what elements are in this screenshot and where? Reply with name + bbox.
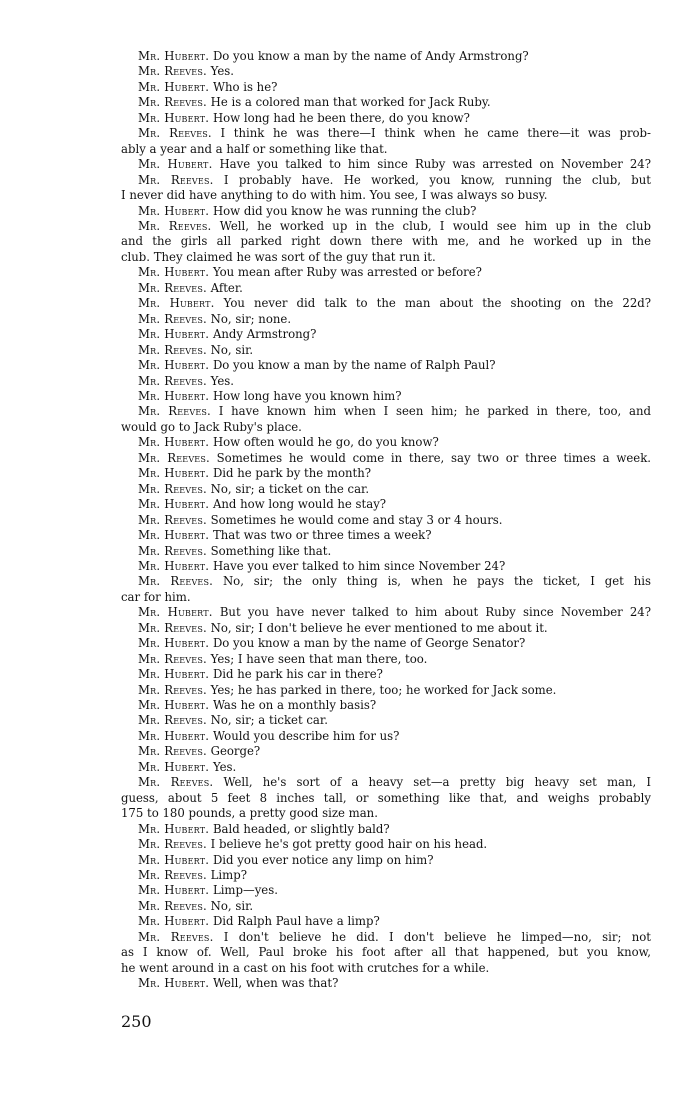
line-text: Do you know a man by the name of Ralph Paul? xyxy=(212,358,496,373)
transcript-line xyxy=(121,544,651,559)
line-text: That was two or three times a week? xyxy=(212,528,432,543)
line-text: He is a colored man that worked for Jack Ruby. xyxy=(210,95,491,110)
line-text: Did Ralph Paul have a limp? xyxy=(212,914,380,929)
line-text: No, sir; I don't believe he ever mentioned to me about it. xyxy=(210,620,548,635)
speaker-name: Mr. Hubert. xyxy=(138,466,210,481)
speaker-name: Mr. Hubert. xyxy=(138,976,210,991)
speaker-name: Mr. Hubert. xyxy=(138,852,210,867)
speaker-name: Mr. Hubert. xyxy=(138,327,210,342)
line-text: Well, he's sort of a heavy set—a pretty big heavy set man, I xyxy=(223,775,652,790)
transcript-line xyxy=(121,142,651,157)
transcript-line xyxy=(121,822,651,837)
speaker-name: Mr. Reeves. xyxy=(138,868,207,883)
line-text: Would you describe him for us? xyxy=(212,728,400,743)
speaker-name: Mr. Reeves. xyxy=(138,543,207,558)
line-text: I never did have anything to do with him. You see, I was always so busy. xyxy=(121,188,548,203)
line-text: Yes; he has parked in there, too; he worked for Jack some. xyxy=(210,682,557,697)
line-text: Have you ever talked to him since November 24? xyxy=(212,558,506,573)
line-text: Bald headed, or slightly bald? xyxy=(212,821,390,836)
line-text: Have you talked to him since Ruby was arrested on November 24? xyxy=(219,157,651,172)
line-text: After. xyxy=(210,280,243,295)
transcript-line xyxy=(121,605,651,620)
transcript-line xyxy=(121,961,651,976)
transcript-line xyxy=(121,482,651,497)
speaker-name: Mr. Hubert. xyxy=(138,528,210,543)
transcript-line xyxy=(121,945,651,960)
line-text: No, sir. xyxy=(210,342,254,357)
line-text: he went around in a cast on his foot with crutches for a while. xyxy=(121,960,490,975)
transcript-line xyxy=(121,80,651,95)
speaker-name: Mr. Reeves. xyxy=(138,775,214,790)
line-text: No, sir; a ticket car. xyxy=(210,713,328,728)
speaker-name: Mr. Hubert. xyxy=(138,667,210,682)
speaker-name: Mr. Reeves. xyxy=(138,929,214,944)
transcript-line xyxy=(121,713,651,728)
transcript-line xyxy=(121,791,651,806)
speaker-name: Mr. Reeves. xyxy=(138,620,207,635)
line-text: 175 to 180 pounds, a pretty good size man. xyxy=(121,806,378,821)
transcript-line xyxy=(121,157,651,172)
transcript-line xyxy=(121,173,651,188)
line-text: No, sir; the only thing is, when he pays the ticket, I get his xyxy=(222,574,651,589)
transcript-line xyxy=(121,327,651,342)
speaker-name: Mr. Hubert. xyxy=(138,605,213,620)
line-text: And how long would he stay? xyxy=(212,497,387,512)
transcript-line xyxy=(121,250,651,265)
transcript-line xyxy=(121,513,651,528)
line-text: guess, about 5 feet 8 inches tall, or something like that, and weighs probably xyxy=(121,790,651,805)
line-text: You mean after Ruby was arrested or before? xyxy=(212,265,482,280)
speaker-name: Mr. Reeves. xyxy=(138,404,211,419)
speaker-name: Mr. Hubert. xyxy=(138,759,210,774)
line-text: I think he was there—I think when he came there—it was prob- xyxy=(220,126,651,141)
speaker-name: Mr. Hubert. xyxy=(138,388,210,403)
line-text: Yes. xyxy=(210,64,234,79)
transcript-line xyxy=(121,930,651,945)
line-text: Did he park his car in there? xyxy=(212,667,383,682)
line-text: Well, when was that? xyxy=(212,976,339,991)
speaker-name: Mr. Reeves. xyxy=(138,95,207,110)
speaker-name: Mr. Reeves. xyxy=(138,280,207,295)
speaker-name: Mr. Hubert. xyxy=(138,110,210,125)
line-text: Do you know a man by the name of George Senator? xyxy=(212,636,526,651)
line-text: club. They claimed he was sort of the guy that run it. xyxy=(121,249,436,264)
speaker-name: Mr. Hubert. xyxy=(138,358,210,373)
transcript-line xyxy=(121,95,651,110)
transcript-line xyxy=(121,374,651,389)
speaker-name: Mr. Hubert. xyxy=(138,558,210,573)
line-text: I don't believe he did. I don't believe he limped—no, sir; not xyxy=(223,929,651,944)
line-text: Did you ever notice any limp on him? xyxy=(212,852,434,867)
line-text: No, sir; a ticket on the car. xyxy=(210,481,370,496)
transcript-line xyxy=(121,404,651,419)
line-text: You never did talk to the man about the shooting on the 22d? xyxy=(223,296,651,311)
transcript-line xyxy=(121,775,651,790)
transcript-line xyxy=(121,111,651,126)
speaker-name: Mr. Hubert. xyxy=(138,157,213,172)
speaker-name: Mr. Hubert. xyxy=(138,821,210,836)
line-text: Who is he? xyxy=(212,79,278,94)
line-text: I probably have. He worked, you know, running the club, but xyxy=(223,172,651,187)
line-text: Yes. xyxy=(210,373,234,388)
transcript-line xyxy=(121,343,651,358)
speaker-name: Mr. Reeves. xyxy=(138,512,207,527)
transcript-line xyxy=(121,914,651,929)
line-text: Limp? xyxy=(210,868,247,883)
speaker-name: Mr. Reeves. xyxy=(138,574,214,589)
line-text: Sometimes he would come and stay 3 or 4 hours. xyxy=(210,512,503,527)
transcript-line xyxy=(121,729,651,744)
line-text: How often would he go, do you know? xyxy=(212,435,439,450)
line-text: Andy Armstrong? xyxy=(212,327,317,342)
transcript-line xyxy=(121,683,651,698)
line-text: I believe he's got pretty good hair on his head. xyxy=(210,837,488,852)
speaker-name: Mr. Hubert. xyxy=(138,914,210,929)
speaker-name: Mr. Hubert. xyxy=(138,265,210,280)
transcript-line xyxy=(121,528,651,543)
transcript-line xyxy=(121,868,651,883)
transcript-line xyxy=(121,358,651,373)
page-number: 250 xyxy=(121,1012,152,1031)
line-text: No, sir. xyxy=(210,898,254,913)
speaker-name: Mr. Hubert. xyxy=(138,49,210,63)
line-text: as I know of. Well, Paul broke his foot after all that happened, but you know, xyxy=(121,945,651,960)
transcript-line xyxy=(121,281,651,296)
transcript-line xyxy=(121,435,651,450)
speaker-name: Mr. Reeves. xyxy=(138,172,214,187)
line-text: Sometimes he would come in there, say two or three times a week. xyxy=(216,450,651,465)
transcript-line xyxy=(121,698,651,713)
transcript-line xyxy=(121,219,651,234)
transcript-line xyxy=(121,64,651,79)
transcript-line xyxy=(121,49,651,64)
transcript-line xyxy=(121,296,651,311)
speaker-name: Mr. Hubert. xyxy=(138,636,210,651)
speaker-name: Mr. Hubert. xyxy=(138,497,210,512)
speaker-name: Mr. Reeves. xyxy=(138,126,212,141)
speaker-name: Mr. Reeves. xyxy=(138,744,207,759)
transcript-line xyxy=(121,837,651,852)
transcript-line xyxy=(121,760,651,775)
speaker-name: Mr. Reeves. xyxy=(138,481,207,496)
transcript-line xyxy=(121,389,651,404)
transcript-line xyxy=(121,976,651,991)
transcript-line xyxy=(121,188,651,203)
transcript-line xyxy=(121,126,651,141)
line-text: No, sir; none. xyxy=(210,311,292,326)
line-text: Limp—yes. xyxy=(212,883,278,898)
speaker-name: Mr. Reeves. xyxy=(138,898,207,913)
speaker-name: Mr. Reeves. xyxy=(138,218,212,233)
line-text: Something like that. xyxy=(210,543,332,558)
speaker-name: Mr. Hubert. xyxy=(138,883,210,898)
transcript-line xyxy=(121,636,651,651)
speaker-name: Mr. Reeves. xyxy=(138,837,207,852)
transcript-line xyxy=(121,312,651,327)
transcript-line xyxy=(121,234,651,249)
transcript-line xyxy=(121,652,651,667)
speaker-name: Mr. Hubert. xyxy=(138,728,210,743)
transcript-line xyxy=(121,590,651,605)
transcript-line xyxy=(121,265,651,280)
transcript-line xyxy=(121,899,651,914)
speaker-name: Mr. Reeves. xyxy=(138,450,210,465)
speaker-name: Mr. Hubert. xyxy=(138,79,210,94)
speaker-name: Mr. Hubert. xyxy=(138,435,210,450)
line-text: car for him. xyxy=(121,589,191,604)
line-text: Do you know a man by the name of Andy Armstrong? xyxy=(212,49,529,63)
speaker-name: Mr. Reeves. xyxy=(138,682,207,697)
line-text: Yes; I have seen that man there, too. xyxy=(210,651,428,666)
line-text: How did you know he was running the club? xyxy=(212,203,477,218)
transcript-line xyxy=(121,451,651,466)
speaker-name: Mr. Reeves. xyxy=(138,311,207,326)
transcript-line xyxy=(121,853,651,868)
line-text: and the girls all parked right down there with me, and he worked up in the xyxy=(121,234,651,249)
speaker-name: Mr. Hubert. xyxy=(138,296,215,311)
line-text: ably a year and a half or something like that. xyxy=(121,141,388,156)
line-text: George? xyxy=(210,744,261,759)
transcript-line xyxy=(121,806,651,821)
speaker-name: Mr. Reeves. xyxy=(138,342,207,357)
line-text: How long had he been there, do you know? xyxy=(212,110,470,125)
line-text: Was he on a monthly basis? xyxy=(212,698,377,713)
transcript-line xyxy=(121,667,651,682)
speaker-name: Mr. Reeves. xyxy=(138,373,207,388)
line-text: Did he park by the month? xyxy=(212,466,372,481)
transcript-line xyxy=(121,621,651,636)
transcript-line xyxy=(121,466,651,481)
speaker-name: Mr. Hubert. xyxy=(138,203,210,218)
transcript-line xyxy=(121,497,651,512)
line-text: Well, he worked up in the club, I would see him up in the club xyxy=(219,218,652,233)
speaker-name: Mr. Reeves. xyxy=(138,713,207,728)
transcript-line xyxy=(121,204,651,219)
line-text: Yes. xyxy=(212,759,237,774)
transcript-body xyxy=(121,49,651,992)
transcript-line xyxy=(121,883,651,898)
speaker-name: Mr. Reeves. xyxy=(138,651,207,666)
transcript-line xyxy=(121,420,651,435)
transcript-line xyxy=(121,574,651,589)
transcript-line xyxy=(121,559,651,574)
line-text: would go to Jack Ruby's place. xyxy=(121,419,302,434)
speaker-name: Mr. Reeves. xyxy=(138,64,207,79)
speaker-name: Mr. Hubert. xyxy=(138,698,210,713)
line-text: But you have never talked to him about Ruby since November 24? xyxy=(219,605,651,620)
line-text: I have known him when I seen him; he parked in there, too, and xyxy=(218,404,651,419)
transcript-line xyxy=(121,744,651,759)
line-text: How long have you known him? xyxy=(212,388,402,403)
